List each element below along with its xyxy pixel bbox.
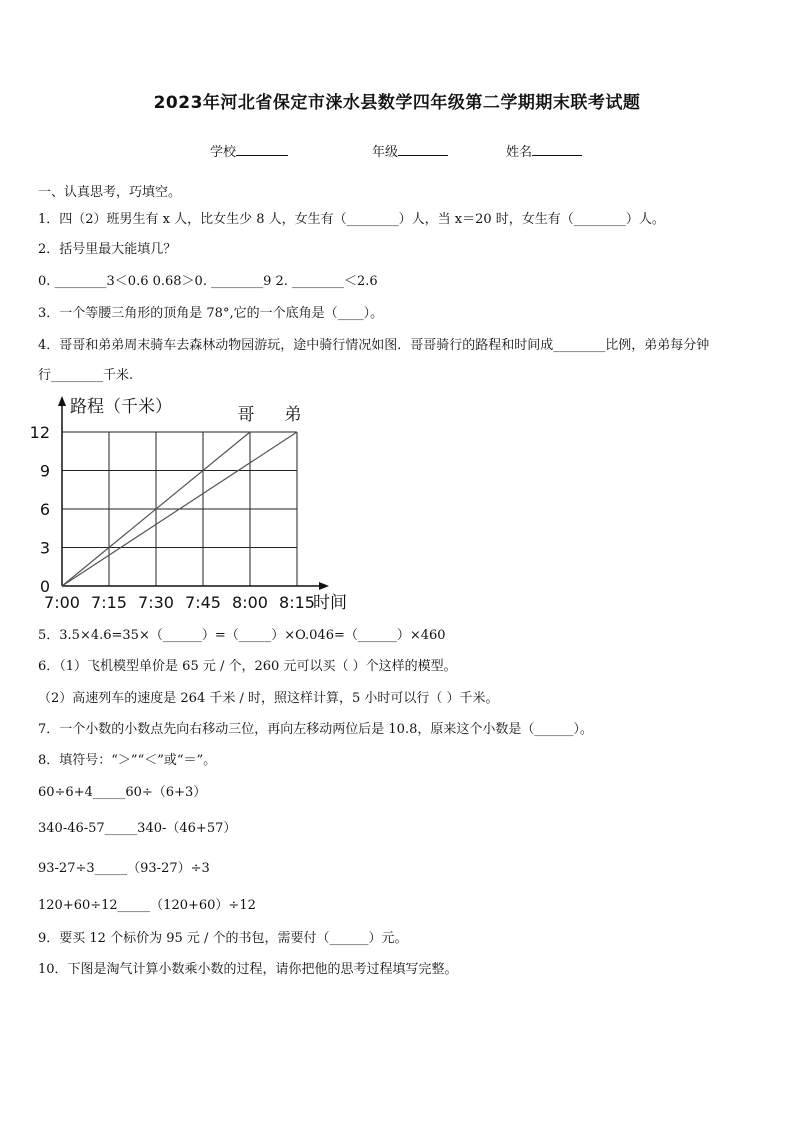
question-6-part-2: （2）高速列车的速度是 264 千米 / 时，照这样计算，5 小时可以行（ ）千米。: [38, 691, 499, 706]
grade-label: 年级: [372, 145, 399, 160]
question-10: 10．下图是淘气计算小数乘小数的过程，请你把他的思考过程填写完整。: [38, 962, 458, 977]
question-4-line-2: 行________千米.: [38, 368, 134, 383]
x-axis-arrow: [319, 582, 329, 590]
question-5: 5．3.5×4.6=35×（______）=（_____）×O.046=（______）×460: [38, 628, 446, 643]
question-6-part-1: 6．（1）飞机模型单价是 65 元 / 个，260 元可以买（ ）个这样的模型。: [38, 659, 457, 674]
x-tick-label: 7:45: [185, 593, 221, 612]
series-label-2: 弟: [284, 405, 302, 425]
question-8: 8．填符号：“＞”“＜”或“＝”。: [38, 753, 217, 768]
grade-field: [372, 141, 448, 160]
distance-time-chart: [22, 392, 382, 618]
question-8-a: 60÷6+4_____60÷（6+3）: [38, 785, 207, 800]
page-title: 2023年河北省保定市涞水县数学四年级第二学期期末联考试题: [153, 93, 641, 113]
question-2-items: 0. ________3＜0.6 0.68＞0. ________9 2. ________＜2.6: [38, 274, 378, 289]
x-tick-label: 7:15: [91, 593, 127, 612]
section-heading: 一、认真思考，巧填空。: [38, 185, 182, 200]
y-axis-arrow: [58, 396, 66, 406]
name-blank[interactable]: [532, 143, 582, 156]
chart-svg: [22, 392, 382, 614]
y-tick-label: 0: [39, 577, 50, 596]
x-tick-label: 8:00: [232, 593, 268, 612]
name-field: [506, 141, 582, 160]
question-2: 2．括号里最大能填几？: [38, 242, 177, 257]
question-4-line-1: 4．哥哥和弟弟周末骑车去森林动物园游玩，途中骑行情况如图．哥哥骑行的路程和时间成________比例，弟弟每分钟: [38, 338, 710, 353]
grade-blank[interactable]: [398, 143, 448, 156]
school-field: [210, 141, 288, 160]
question-3: 3．一个等腰三角形的顶角是 78°,它的一个底角是（____）。: [38, 306, 384, 321]
x-tick-label: 7:00: [44, 593, 80, 612]
question-1: 1．四（2）班男生有 x 人，比女生少 8 人，女生有（________）人，当 x＝20 时，女生有（________）人。: [38, 212, 665, 227]
question-8-b: 340-46-57_____340-（46+57）: [38, 821, 237, 836]
x-tick-label: 7:30: [138, 593, 174, 612]
series-label-1: 哥: [237, 405, 255, 425]
y-axis-label: 路程（千米）: [70, 397, 172, 417]
y-tick-label: 12: [29, 423, 50, 442]
school-label: 学校: [210, 145, 237, 160]
y-tick-label: 9: [39, 461, 50, 481]
y-tick-label: 6: [39, 500, 50, 519]
y-tick-label: 3: [39, 538, 50, 558]
question-9: 9．要买 12 个标价为 95 元 / 个的书包，需要付（______）元。: [38, 931, 408, 946]
x-tick-label: 8:15: [279, 593, 315, 612]
question-8-c: 93-27÷3_____（93-27）÷3: [38, 861, 210, 876]
question-7: 7．一个小数的小数点先向右移动三位，再向左移动两位后是 10.8，原来这个小数是（______）。: [38, 722, 593, 737]
x-axis-label: 时间: [313, 593, 347, 613]
name-label: 姓名: [506, 145, 533, 160]
school-blank[interactable]: [236, 143, 288, 156]
question-8-d: 120+60÷12_____（120+60）÷12: [38, 898, 256, 913]
